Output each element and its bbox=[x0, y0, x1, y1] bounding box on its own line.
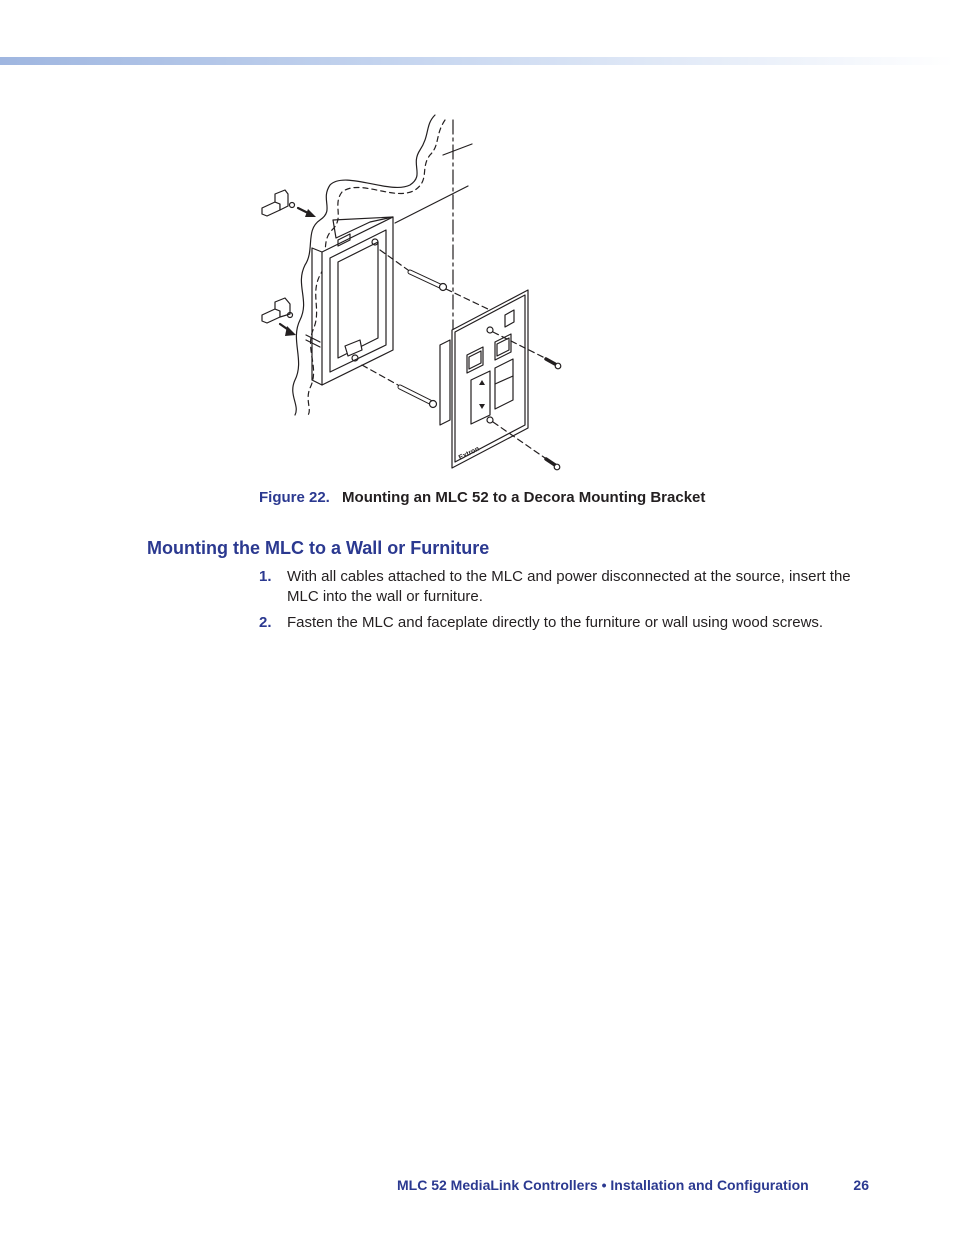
cable-lower bbox=[395, 186, 468, 223]
step-text: Fasten the MLC and faceplate directly to the furniture or wall using wood screws. bbox=[287, 614, 824, 631]
figure-number: Figure 22. bbox=[259, 489, 330, 506]
footer-title: MLC 52 MediaLink Controllers • Installation and Configuration bbox=[397, 1177, 809, 1193]
figure-caption bbox=[259, 489, 705, 506]
long-screw-upper bbox=[380, 250, 490, 310]
faceplate bbox=[452, 290, 528, 468]
arrow-lower bbox=[280, 324, 296, 336]
step-text: With all cables attached to the MLC and power disconnected at the source, insert the MLC into the wall or furniture. bbox=[287, 568, 851, 605]
mlc-body bbox=[440, 340, 450, 425]
header-gradient-bar bbox=[0, 57, 954, 65]
list-item bbox=[259, 567, 869, 607]
decora-bracket bbox=[306, 217, 393, 385]
arrow-upper bbox=[298, 208, 316, 217]
section-heading: Mounting the MLC to a Wall or Furniture bbox=[147, 538, 490, 558]
steps-list bbox=[259, 567, 869, 639]
step-number: 1. bbox=[259, 568, 272, 585]
faceplate-logo: Extron bbox=[457, 445, 481, 462]
cable-upper bbox=[443, 144, 472, 155]
clip-upper bbox=[262, 190, 295, 216]
clip-lower bbox=[262, 298, 293, 323]
figure-title: Mounting an MLC 52 to a Decora Mounting Bracket bbox=[342, 489, 706, 506]
long-screw-lower bbox=[362, 365, 437, 408]
page-number: 26 bbox=[853, 1177, 869, 1193]
step-number: 2. bbox=[259, 614, 272, 631]
page-footer bbox=[397, 1177, 869, 1193]
list-item bbox=[259, 613, 869, 633]
mounting-diagram bbox=[250, 110, 580, 480]
